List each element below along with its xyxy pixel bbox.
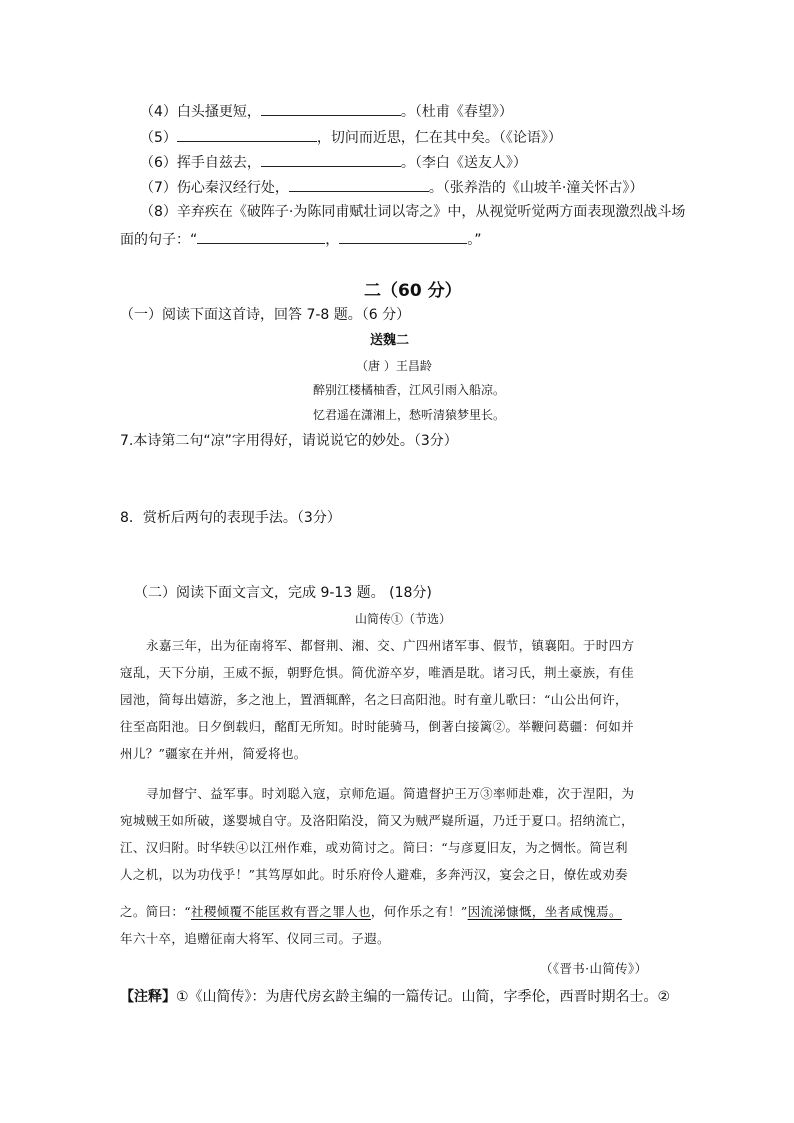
prose-title: 山简传①（节选） — [355, 612, 452, 626]
part2-intro: （二）阅读下面文言文，完成 9-13 题。 (18分) — [134, 585, 432, 601]
question-source: 。（张养浩的《山坡羊·潼关怀古》） — [428, 180, 644, 196]
punctuation: ， — [325, 232, 340, 248]
prose-line: 往至高阳池。日夕倒载归，酩酊无所知。时时能骑马，倒著白接篱②。举鞭问葛疆：何如并 — [120, 719, 635, 734]
underlined-sentence: 因流涕慷慨，坐者咸愧焉。 — [467, 904, 622, 919]
note-text: ①《山简传》：为唐代房玄龄主编的一篇传记。山简，字季伦，西晋时期名士。② — [176, 989, 671, 1005]
prose-line: 永嘉三年，出为征南将军、都督荆、湘、交、广四州诸军事、假节，镇襄阳。于时四方 — [146, 638, 635, 653]
prose-line: 州儿？”疆家在并州，简爱将也。 — [120, 746, 307, 761]
prose-source: （《晋书·山简传》） — [540, 961, 648, 976]
question-number: （6） — [140, 155, 177, 171]
question-text: 挥手自兹去， — [176, 155, 261, 171]
prose-text: 之。简曰：“ — [120, 904, 191, 919]
prose-line: 江、汉归附。时华轶④以江州作难，或劝简讨之。简曰：“与彦夏旧友，为之惆怅。简岂利 — [120, 840, 628, 855]
note-label: 【注释】 — [120, 989, 176, 1005]
poem-line-2: 忆君遥在潇湘上，愁听清猿梦里长。 — [313, 408, 506, 422]
question-8-poem: 8．赏析后两句的表现手法。（3分） — [120, 510, 341, 526]
question-text: 伤心秦汉经行处， — [176, 180, 289, 196]
question-4 — [140, 100, 513, 122]
question-5 — [140, 126, 562, 148]
question-number: （5） — [140, 130, 177, 146]
answer-blank[interactable] — [261, 151, 401, 167]
answer-blank-2[interactable] — [339, 228, 467, 244]
prose-text: ，何作乐之有！” — [370, 904, 468, 919]
prose-line: 人之机，以为功伐乎！”其笃厚如此。时乐府伶人避难，多奔沔汉，宴会之日，僚佐或劝奏 — [120, 867, 628, 882]
prose-line-underlined — [120, 902, 622, 922]
punctuation: 。” — [467, 232, 482, 248]
poem-author: （唐 ）王昌龄 — [356, 359, 432, 373]
question-source: 。（杜甫《春望》） — [400, 104, 513, 120]
question-7-poem: 7.本诗第二句“凉”字用得好，请说说它的妙处。（3分） — [120, 433, 458, 449]
prose-line: 宛城贼王如所破，遂婴城自守。及洛阳陷没，简又为贼严嶷所逼，乃迁于夏口。招纳流亡， — [120, 813, 635, 828]
answer-blank[interactable] — [177, 126, 317, 142]
answer-blank[interactable] — [289, 176, 429, 192]
answer-blank[interactable] — [261, 100, 401, 116]
prose-line: 年六十卒，追赠征南大将军、仪同三司。子遐。 — [120, 931, 390, 946]
question-source: 。（李白《送友人》） — [400, 155, 527, 171]
poem-line-1: 醉别江楼橘柚香，江风引雨入船凉。 — [313, 383, 506, 397]
poem-title: 送魏二 — [370, 333, 410, 348]
question-8-line1 — [140, 202, 685, 222]
answer-blank-1[interactable] — [197, 228, 325, 244]
prose-line: 园池，简每出嬉游，多之池上，置酒辄醉，名之曰高阳池。时有童儿歌曰：“山公出何许， — [120, 692, 628, 707]
question-text: 辛弃疾在《破阵子·为陈同甫赋壮词以寄之》中，从视觉听觉两方面表现激烈战斗场 — [176, 204, 686, 220]
prose-line: 寇乱，天下分崩，王威不振，朝野危惧。简优游卒岁，唯酒是耽。诸习氏，荆土豪族，有佳 — [120, 665, 635, 680]
question-6 — [140, 151, 527, 173]
question-text: 白头搔更短， — [176, 104, 261, 120]
prose-line: 寻加督宁、益军事。时刘聪入寇，京师危逼。简遣督护王万③率师赴难，次于涅阳，为 — [146, 786, 635, 801]
question-number: （4） — [140, 104, 177, 120]
question-7 — [140, 176, 643, 198]
annotation — [120, 987, 670, 1007]
section-title: 二（60 分） — [364, 281, 462, 301]
question-8-line2 — [120, 228, 482, 250]
underlined-sentence: 社稷倾覆不能匡救有晋之罪人也 — [191, 904, 371, 919]
question-text: 面的句子：“ — [120, 232, 198, 248]
question-number: （8） — [140, 204, 177, 220]
part1-intro: （一）阅读下面这首诗，回答 7-8 题。（6 分） — [120, 307, 411, 323]
question-source: ，切问而近思，仁在其中矣。（《论语》） — [316, 130, 562, 146]
question-number: （7） — [140, 180, 177, 196]
